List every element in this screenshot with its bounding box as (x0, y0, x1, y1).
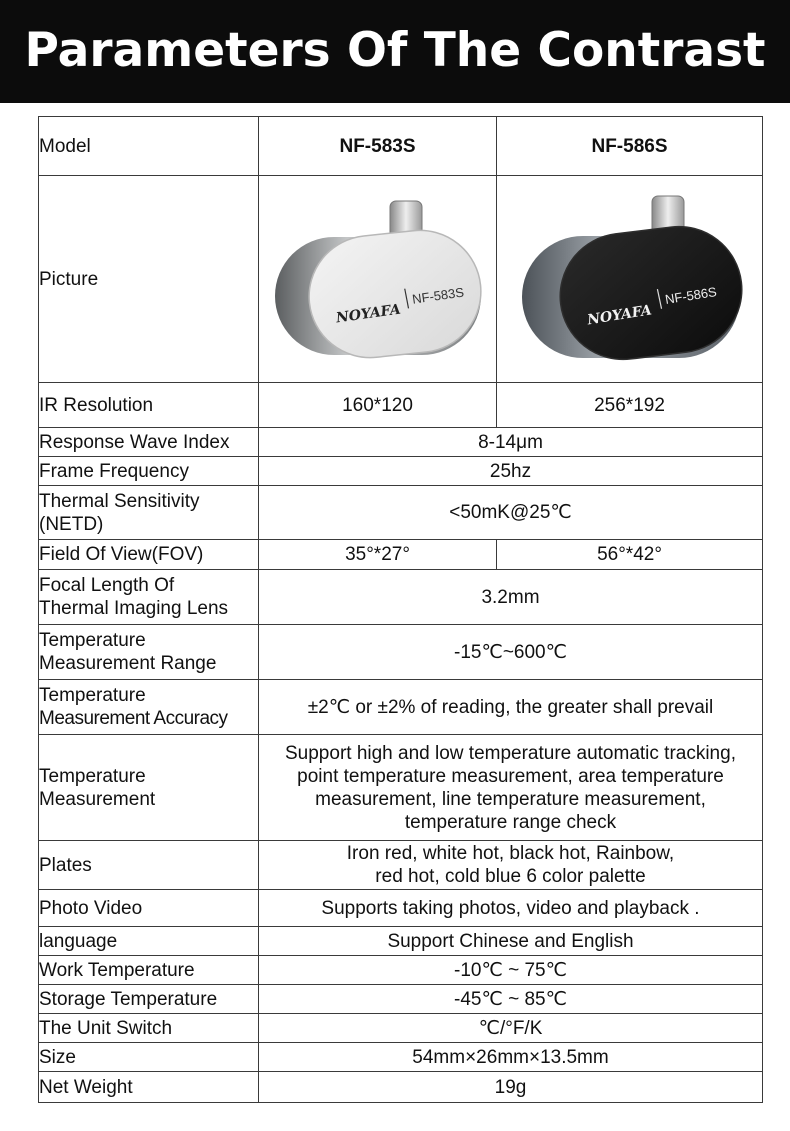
thermal-sensitivity-value: <50mK@25℃ (259, 486, 763, 540)
table-row-ir-resolution (39, 383, 763, 428)
spec-comparison-table (38, 116, 763, 1103)
model-b-name: NF-586S (497, 117, 763, 176)
label-line: Thermal Sensitivity (39, 490, 200, 512)
table-row-temp-measurement (39, 735, 763, 841)
response-wave-value: 8-14μm (259, 428, 763, 457)
photo-video-value: Supports taking photos, video and playback . (259, 890, 763, 927)
row-label-response-wave: Response Wave Index (39, 428, 259, 457)
row-label-storage-temp: Storage Temperature (39, 985, 259, 1014)
label-line: Measurement Range (39, 653, 217, 674)
row-label-ir-resolution: IR Resolution (39, 383, 259, 428)
model-mark-a: NF-583S (410, 284, 465, 307)
table-row-plates (39, 841, 763, 890)
value-line: point temperature measurement, area temperature (297, 765, 724, 787)
brand-logo-a: NOYAFA (334, 301, 402, 327)
label-line: Temperature (39, 630, 146, 651)
row-label-photo-video: Photo Video (39, 890, 259, 927)
table-row-language (39, 927, 763, 956)
value-line: measurement, line temperature measurement, (315, 788, 706, 810)
model-label: Model (39, 117, 259, 176)
table-row-focal-length (39, 570, 763, 625)
header-banner (0, 0, 790, 103)
ir-resolution-a: 160*120 (259, 383, 497, 428)
row-label-plates: Plates (39, 841, 259, 890)
table-row-response-wave (39, 428, 763, 457)
table-row-photo-video (39, 890, 763, 927)
brand-logo-b: NOYAFA (585, 302, 653, 329)
table-row-work-temp (39, 956, 763, 985)
row-label-frame-frequency: Frame Frequency (39, 457, 259, 486)
table-row-thermal-sensitivity (39, 486, 763, 540)
size-value: 54mm×26mm×13.5mm (259, 1043, 763, 1072)
label-line: Measurement (39, 788, 156, 810)
row-label-work-temp: Work Temperature (39, 956, 259, 985)
device-image-nf586s (510, 186, 750, 372)
row-label-size: Size (39, 1043, 259, 1072)
frame-frequency-value: 25hz (259, 457, 763, 486)
table-row-frame-frequency (39, 457, 763, 486)
picture-label: Picture (39, 176, 259, 383)
table-row-model (39, 117, 763, 176)
plates-value (259, 841, 763, 890)
value-line: temperature range check (404, 811, 617, 833)
temp-range-value: -15℃~600℃ (259, 625, 763, 680)
fov-b: 56°*42° (497, 540, 763, 570)
table-row-temp-accuracy (39, 680, 763, 735)
table-row-fov (39, 540, 763, 570)
language-value: Support Chinese and English (259, 927, 763, 956)
row-label-fov: Field Of View(FOV) (39, 540, 259, 570)
fov-a: 35°*27° (259, 540, 497, 570)
label-line: (NETD) (39, 513, 104, 535)
row-label-focal-length (39, 570, 259, 625)
table-row-net-weight (39, 1072, 763, 1103)
table-row-unit-switch (39, 1014, 763, 1043)
row-label-unit-switch: The Unit Switch (39, 1014, 259, 1043)
focal-length-value: 3.2mm (259, 570, 763, 625)
net-weight-value: 19g (259, 1072, 763, 1103)
table-row-size (39, 1043, 763, 1072)
value-line: red hot, cold blue 6 color palette (375, 866, 646, 887)
temp-accuracy-value: ±2℃ or ±2% of reading, the greater shall prevail (259, 680, 763, 735)
value-line: Iron red, white hot, black hot, Rainbow, (346, 843, 675, 864)
work-temp-value: -10℃ ~ 75℃ (259, 956, 763, 985)
row-label-language: language (39, 927, 259, 956)
device-image-nf583s (265, 189, 491, 369)
temp-measurement-value (259, 735, 763, 841)
table-row-picture (39, 176, 763, 383)
row-label-temp-measurement (39, 735, 259, 841)
label-line: Temperature (39, 685, 146, 706)
table-row-storage-temp (39, 985, 763, 1014)
model-a-name: NF-583S (259, 117, 497, 176)
value-line: Support high and low temperature automatic tracking, (285, 742, 736, 764)
row-label-temp-accuracy (39, 680, 259, 735)
model-mark-b: NF-586S (663, 284, 718, 307)
table-row-temp-range (39, 625, 763, 680)
label-line: Thermal Imaging Lens (39, 598, 229, 619)
ir-resolution-b: 256*192 (497, 383, 763, 428)
label-line: Temperature (39, 765, 146, 787)
storage-temp-value: -45℃ ~ 85℃ (259, 985, 763, 1014)
label-line: Measurement Accuracy (39, 708, 228, 729)
picture-cell-a (259, 176, 497, 383)
picture-cell-b (497, 176, 763, 383)
row-label-thermal-sensitivity (39, 486, 259, 540)
row-label-temp-range (39, 625, 259, 680)
row-label-net-weight: Net Weight (39, 1072, 259, 1103)
unit-switch-value: ℃/°F/K (259, 1014, 763, 1043)
label-line: Focal Length Of (39, 575, 175, 596)
page-title: Parameters Of The Contrast (24, 23, 766, 78)
